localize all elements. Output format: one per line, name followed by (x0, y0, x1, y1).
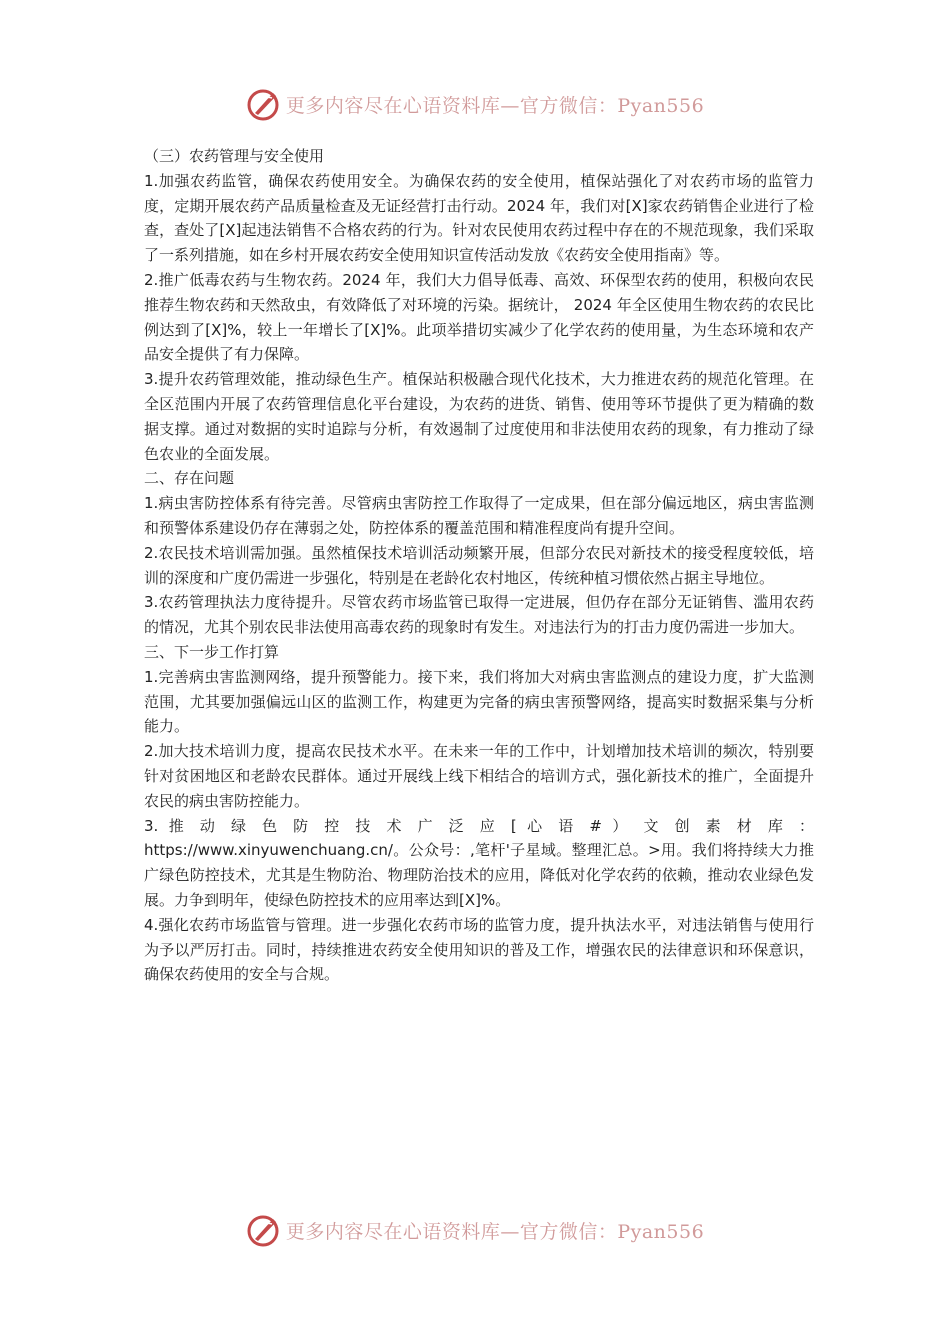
paragraph: 2.农民技术培训需加强。虽然植保技术培训活动频繁开展，但部分农民对新技术的接受程度较低，培训的深度和广度仍需进一步强化，特别是在老龄化农村地区，传统种植习惯依然占据主导地位。 (144, 543, 814, 587)
section-heading: 二、存在问题 (144, 469, 235, 488)
paragraph: 2.加大技术培训力度，提高农民技术水平。在未来一年的工作中，计划增加技术培训的频次，特别要针对贫困地区和老龄农民群体。通过开展线上线下相结合的培训方式，强化新技术的推广，全面提升农民的病虫害防控能力。 (144, 742, 814, 810)
watermark-text: 更多内容尽在心语资料库—官方微信：Pyan556 (285, 94, 705, 117)
paragraph: 4.强化农药市场监管与管理。进一步强化农药市场的监管力度，提升执法水平，对违法销售与使用行为予以严厉打击。同时，持续推进农药安全使用知识的普及工作，增强农民的法律意识和环保意识，确保农药使用的安全与合规。 (144, 915, 814, 984)
document-body (144, 144, 814, 987)
section-heading: 三、下一步工作打算 (144, 642, 280, 661)
paragraph: 1.完善病虫害监测网络，提升预警能力。接下来，我们将加大对病虫害监测点的建设力度，扩大监测范围，尤其要加强偏远山区的监测工作，构建更为完备的病虫害预警网络，提高实时数据采集与分析能力。 (144, 667, 814, 736)
paragraph: 3. 推 动 绿 色 防 控 技 术 广 泛 应 [ 心 语 # ） 文 创 素 材 库 ： https://www.xinyuwenchuang.cn/。公众号：,笔杆'子星域。整理汇总。>用。我们将持续大力推广绿色防控技术，尤其是生物防治、物理防治技术的应用，降低对化学农药的依赖，推动农业绿色发展。力争到明年，使绿色防控技术的应用率达到[X]%。 (144, 816, 814, 909)
section-heading: （三）农药管理与安全使用 (144, 147, 325, 165)
paragraph: 3.提升农药管理效能，推动绿色生产。植保站积极融合现代化技术，大力推进农药的规范化管理。在全区范围内开展了农药管理信息化平台建设，为农药的进货、销售、使用等环节提供了更为精确的数据支撑。通过对数据的实时追踪与分析，有效遏制了过度使用和非法使用农药的现象，有力推动了绿色农业的全面发展。 (144, 370, 814, 463)
header-watermark (0, 84, 950, 124)
footer-watermark (0, 1210, 950, 1250)
paragraph: 1.病虫害防控体系有待完善。尽管病虫害防控工作取得了一定成果，但在部分偏远地区，病虫害监测和预警体系建设仍存在薄弱之处，防控体系的覆盖范围和精准程度尚有提升空间。 (144, 494, 814, 537)
paragraph: 1.加强农药监管，确保农药使用安全。为确保农药的安全使用，植保站强化了对农药市场的监管力度，定期开展农药产品质量检查及无证经营打击行动。2024 年，我们对[X]家农药销售企业进行了检查，查处了[X]起违法销售不合格农药的行为。针对农民使用农药过程中存在的不规范现象，我们采取了一系列措施，如在乡村开展农药安全使用知识宣传活动发放《农药安全使用指南》等。 (144, 171, 814, 265)
paragraph: 2.推广低毒农药与生物农药。2024 年，我们大力倡导低毒、高效、环保型农药的使用，积极向农民推荐生物农药和天然敌虫，有效降低了对环境的污染。据统计， 2024 年全区使用生物农药的农民比例达到了[X]%，较上一年增长了[X]%。此项举措切实减少了化学农药的使用量，为生态环境和农产品安全提供了有力保障。 (144, 270, 814, 364)
paragraph: 3.农药管理执法力度待提升。尽管农药市场监管已取得一定进展，但仍存在部分无证销售、滥用农药的情况，尤其个别农民非法使用高毒农药的现象时有发生。对违法行为的打击力度仍需进一步加大。 (144, 593, 814, 637)
quill-logo-icon (246, 1212, 282, 1248)
watermark-text: 更多内容尽在心语资料库—官方微信：Pyan556 (285, 1220, 705, 1243)
quill-logo-icon (246, 86, 282, 122)
